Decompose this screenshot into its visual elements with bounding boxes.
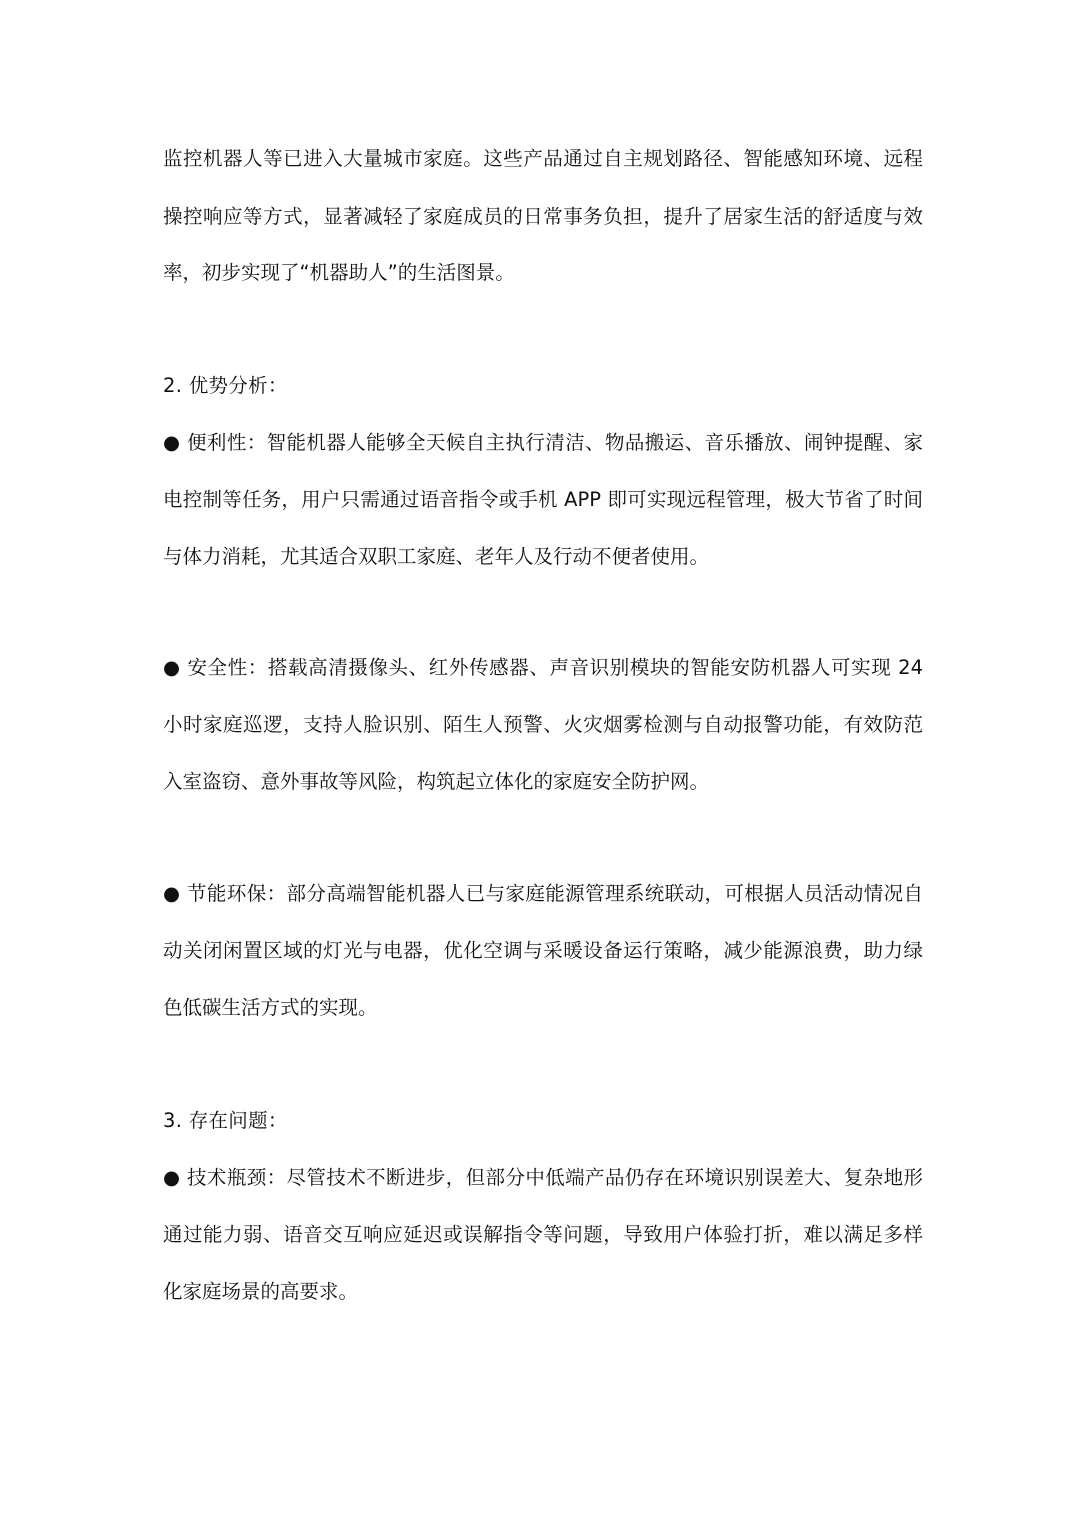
bullet-line: ● 技术瓶颈：尽管技术不断进步，但部分中低端产品仍存在环境识别误差大、复杂地形 [163,1166,923,1189]
paragraph-line: 监控机器人等已进入大量城市家庭。这些产品通过自主规划路径、智能感知环境、远程 [163,147,923,170]
bullet-line: 动关闭闲置区域的灯光与电器，优化空调与采暖设备运行策略，减少能源浪费，助力绿 [163,939,923,962]
section-heading-problems: 3. 存在问题： [163,1109,288,1132]
section-heading-advantages: 2. 优势分析： [163,374,288,397]
bullet-line: 与体力消耗，尤其适合双职工家庭、老年人及行动不便者使用。 [163,545,710,568]
bullet-line: 电控制等任务，用户只需通过语音指令或手机 APP 即可实现远程管理，极大节省了时间 [163,488,923,511]
bullet-line: 色低碳生活方式的实现。 [163,996,378,1019]
paragraph-line: 率，初步实现了“机器助人”的生活图景。 [163,261,515,284]
bullet-line: ● 节能环保：部分高端智能机器人已与家庭能源管理系统联动，可根据人员活动情况自 [163,882,923,905]
paragraph-line: 操控响应等方式，显著减轻了家庭成员的日常事务负担，提升了居家生活的舒适度与效 [163,205,923,228]
bullet-line: 通过能力弱、语音交互响应延迟或误解指令等问题，导致用户体验打折，难以满足多样 [163,1223,923,1246]
bullet-line: 小时家庭巡逻，支持人脸识别、陌生人预警、火灾烟雾检测与自动报警功能，有效防范 [163,713,923,736]
bullet-line: 化家庭场景的高要求。 [163,1280,359,1303]
bullet-line: 入室盗窃、意外事故等风险，构筑起立体化的家庭安全防护网。 [163,770,710,793]
bullet-line: ● 便利性：智能机器人能够全天候自主执行清洁、物品搬运、音乐播放、闹钟提醒、家 [163,431,923,454]
bullet-line: ● 安全性：搭载高清摄像头、红外传感器、声音识别模块的智能安防机器人可实现 24 [163,656,923,679]
